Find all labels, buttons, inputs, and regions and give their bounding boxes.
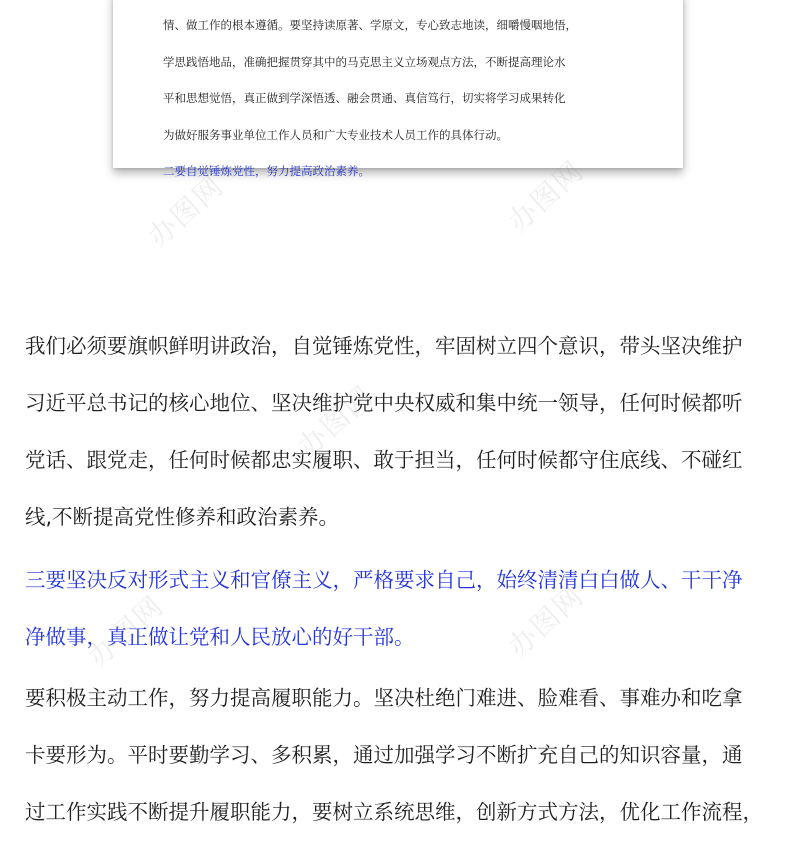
body-line: 我们必须要旗帜鲜明讲政治，自觉锤炼党性，牢固树立四个意识，带头坚决维护 [25, 334, 743, 358]
document-body [25, 318, 785, 841]
document-preview-card [113, 0, 683, 178]
card-line: 学思践悟地品，准确把握贯穿其中的马克思主义立场观点方法，不断提高理论水 [163, 54, 566, 69]
paragraph-3 [25, 670, 785, 841]
body-line: 党话、跟党走，任何时候都忠实履职、敢于担当，任何时候都守住底线、不碰红 [25, 448, 743, 472]
body-line: 卡要形为。平时要勤学习、多积累，通过加强学习不断扩充自己的知识容量，通 [25, 743, 743, 767]
watermark: 办图网 [141, 168, 231, 254]
body-line: 线,不断提高党性修养和政治素养。 [25, 505, 340, 529]
watermark: 办图网 [81, 588, 171, 674]
watermark: 办图网 [501, 153, 591, 239]
paragraph-1 [25, 318, 785, 546]
watermark: 办图网 [291, 378, 381, 464]
card-line: 平和思想觉悟，真正做到学深悟透、融会贯通、真信笃行，切实将学习成果转化 [163, 91, 566, 105]
card-section-heading: 二要自觉锤炼党性，努力提高政治素养。 [163, 164, 370, 178]
card-text-block [163, 7, 648, 190]
body-line: 过工作实践不断提升履职能力，要树立系统思维，创新方式方法，优化工作流程， [25, 800, 763, 824]
card-line: 情、做工作的根本遵循。要坚持读原著、学原文，专心致志地读，细嚼慢咽地悟， [163, 18, 577, 32]
card-line: 为做好服务事业单位工作人员和广大专业技术人员工作的具体行动。 [163, 127, 508, 142]
body-line: 习近平总书记的核心地位、坚决维护党中央权威和集中统一领导，任何时候都听 [25, 391, 743, 415]
body-line: 要积极主动工作，努力提高履职能力。坚决杜绝门难进、脸难看、事难办和吃拿 [25, 686, 743, 710]
watermark: 办图网 [501, 578, 591, 664]
section-heading-3 [25, 552, 785, 666]
heading-line: 三要坚决反对形式主义和官僚主义，严格要求自己，始终清清白白做人、干干净 [25, 568, 743, 592]
heading-line: 净做事，真正做让党和人民放心的好干部。 [25, 625, 415, 649]
